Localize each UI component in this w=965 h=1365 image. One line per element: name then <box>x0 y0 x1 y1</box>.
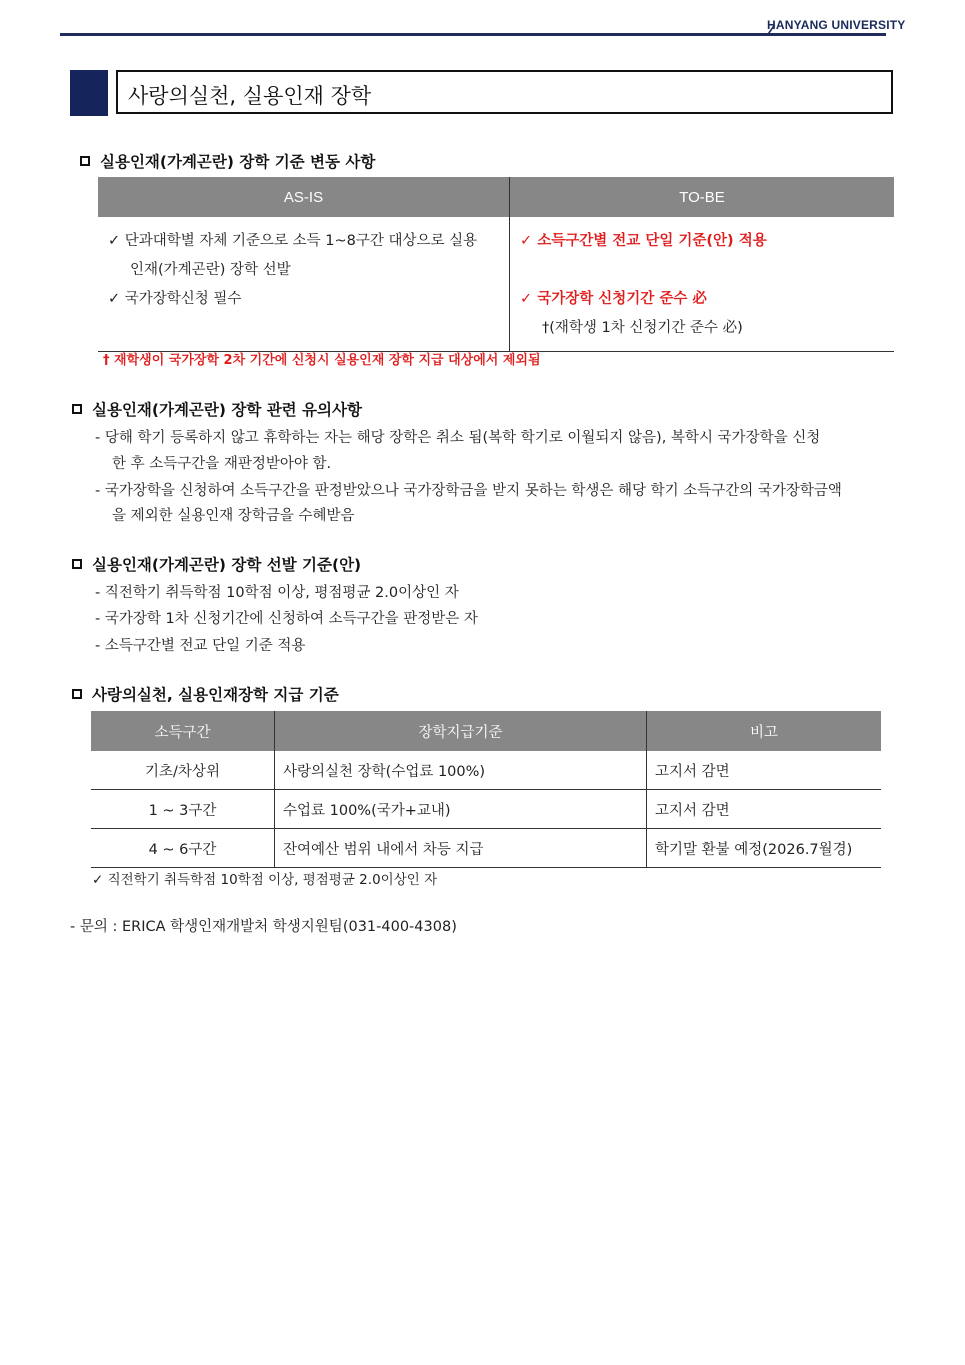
asis-tobe-table <box>98 177 894 352</box>
section2-line: - 국가장학을 신청하여 소득구간을 판정받았으나 국가장학금을 받지 못하는 학생은 해당 학기 소득구간의 국가장학금액 <box>95 483 842 499</box>
section4-heading: 사랑의실천, 실용인재장학 지급 기준 <box>72 683 339 705</box>
checkbox-square-icon <box>80 156 90 166</box>
checkbox-square-icon <box>72 689 82 699</box>
page-title: 사랑의실천, 실용인재 장학 <box>128 84 372 108</box>
income-bracket-cell: 1 ~ 3구간 <box>91 790 275 829</box>
income-bracket-cell: 기초/차상위 <box>91 751 275 790</box>
section2-line: 을 제외한 실용인재 장학금을 수혜받음 <box>112 508 355 524</box>
section3-line: - 직전학기 취득학점 10학점 이상, 평점평균 2.0이상인 자 <box>95 585 459 601</box>
section2-line: - 당해 학기 등록하지 않고 휴학하는 자는 해당 장학은 취소 됨(복학 학기로 이월되지 않음), 복학시 국가장학을 신청 <box>95 430 821 446</box>
tobe-line: ✓ 소득구간별 전교 단일 기준(안) 적용 <box>520 233 767 249</box>
income-bracket-header: 소득구간 <box>91 711 275 751</box>
remarks-cell: 고지서 감면 <box>647 790 882 829</box>
tobe-line: †(재학생 1차 신청기간 준수 必) <box>542 320 743 336</box>
section1-heading: 실용인재(가계곤란) 장학 기준 변동 사항 <box>80 150 375 172</box>
remarks-header: 비고 <box>647 711 882 751</box>
income-bracket-cell: 4 ~ 6구간 <box>91 829 275 868</box>
section3-line: - 소득구간별 전교 단일 기준 적용 <box>95 638 306 654</box>
table-row <box>91 829 881 868</box>
asis-line: ✓ 단과대학별 자체 기준으로 소득 1~8구간 대상으로 실용 <box>108 233 478 249</box>
asis-header: AS-IS <box>98 177 510 217</box>
asis-line: 인재(가계곤란) 장학 선발 <box>130 262 291 278</box>
section3-line: - 국가장학 1차 신청기간에 신청하여 소득구간을 판정받은 자 <box>95 611 478 627</box>
title-box <box>116 70 893 114</box>
remarks-cell: 고지서 감면 <box>647 751 882 790</box>
asis-cell <box>98 217 510 352</box>
remarks-cell: 학기말 환불 예정(2026.7월경) <box>647 829 882 868</box>
payment-standard-cell: 수업료 100%(국가+교내) <box>275 790 647 829</box>
tobe-line: ✓ 국가장학 신청기간 준수 必 <box>520 291 707 307</box>
section2-heading: 실용인재(가계곤란) 장학 관련 유의사항 <box>72 398 362 420</box>
section1-footnote: † 재학생이 국가장학 2차 기간에 신청시 실용인재 장학 지급 대상에서 제외됨 <box>103 353 541 368</box>
payment-criteria-table <box>91 711 881 868</box>
table-row <box>91 790 881 829</box>
section3-heading: 실용인재(가계곤란) 장학 선발 기준(안) <box>72 553 361 575</box>
section2-line: 한 후 소득구간을 재판정받아야 함. <box>112 456 332 472</box>
checkbox-square-icon <box>72 559 82 569</box>
payment-standard-header: 장학지급기준 <box>275 711 647 751</box>
tobe-header: TO-BE <box>510 177 895 217</box>
university-brand: HANYANG UNIVERSITY <box>767 18 906 32</box>
section4-note: ✓ 직전학기 취득학점 10학점 이상, 평점평균 2.0이상인 자 <box>92 872 438 888</box>
contact-info: - 문의 : ERICA 학생인재개발처 학생지원팀(031-400-4308) <box>70 919 457 935</box>
tobe-cell <box>510 217 895 352</box>
title-accent-block <box>70 70 108 116</box>
payment-standard-cell: 사랑의실천 장학(수업료 100%) <box>275 751 647 790</box>
checkbox-square-icon <box>72 404 82 414</box>
header-rule <box>60 33 886 36</box>
payment-standard-cell: 잔여예산 범위 내에서 차등 지급 <box>275 829 647 868</box>
table-row <box>91 751 881 790</box>
asis-line: ✓ 국가장학신청 필수 <box>108 291 242 307</box>
